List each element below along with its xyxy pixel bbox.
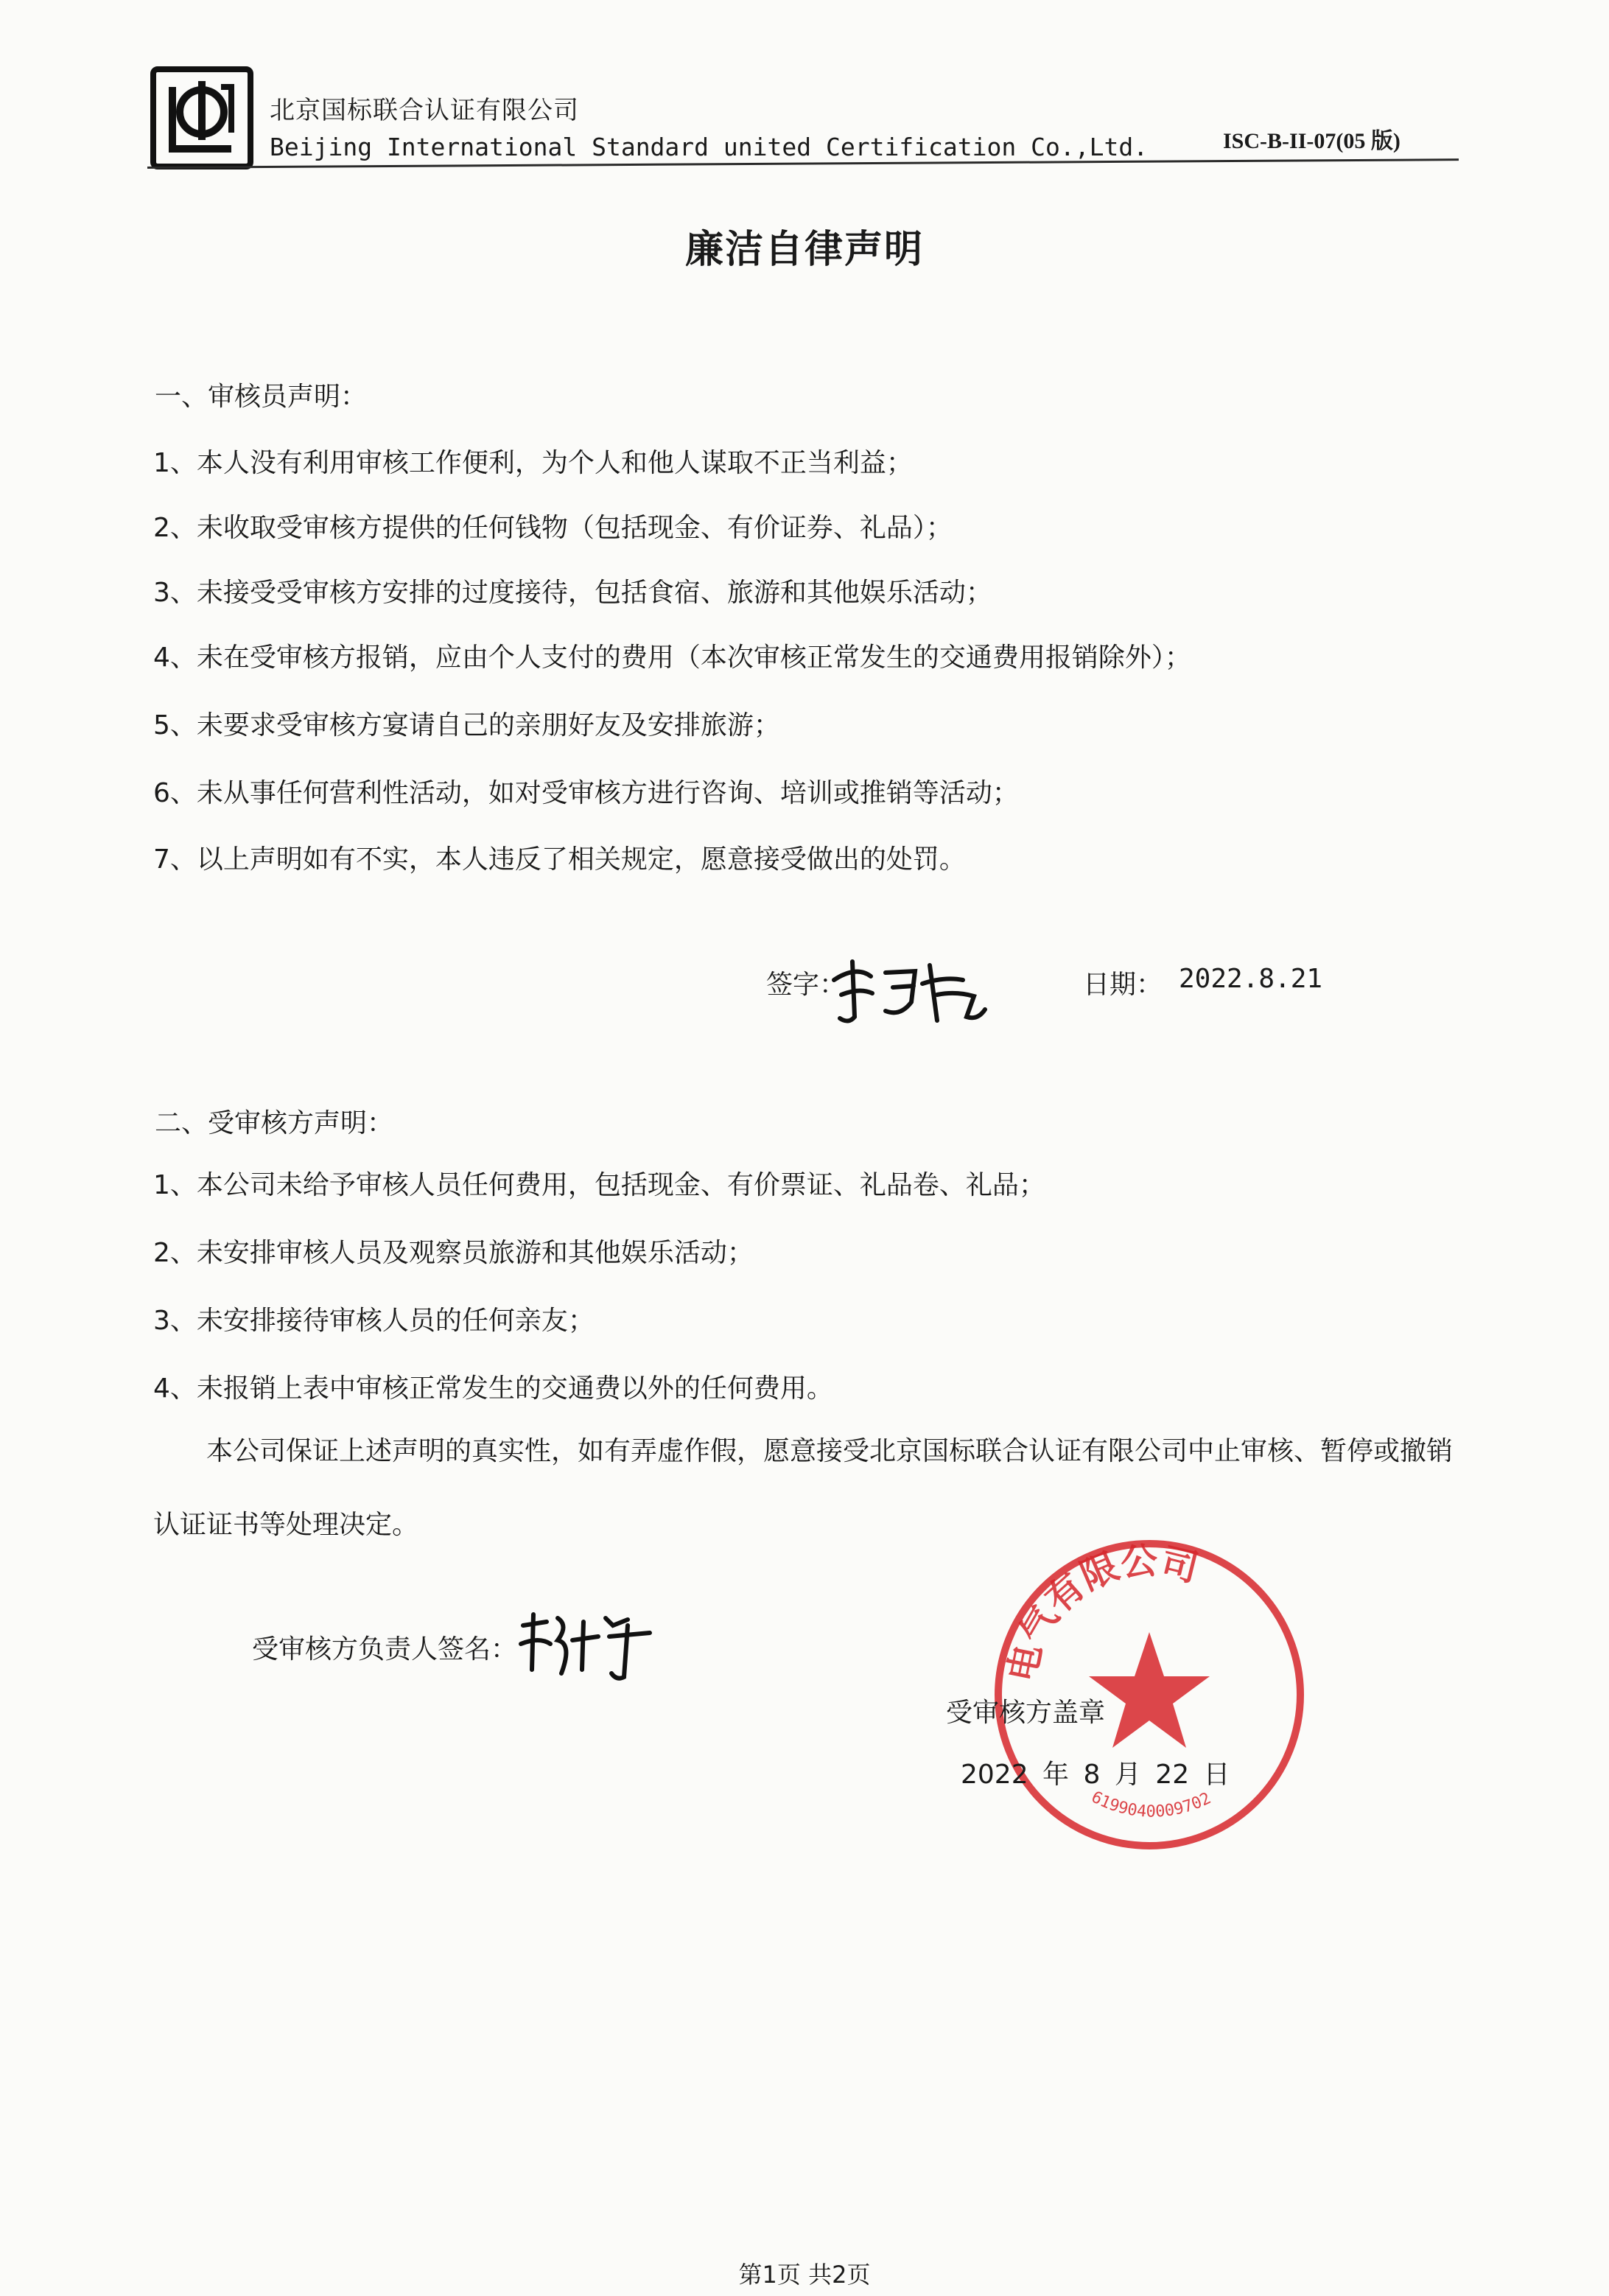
document-code: ISC-B-II-07(05 版) xyxy=(1223,129,1401,153)
auditor-item: 5、未要求受审核方宴请自己的亲朋好友及安排旅游； xyxy=(153,710,780,741)
auditor-signature xyxy=(827,951,989,1032)
auditor-date-value: 2022.8.21 xyxy=(1179,964,1323,994)
company-logo xyxy=(150,66,253,169)
auditee-item: 1、本公司未给予审核人员任何费用，包括现金、有价票证、礼品卷、礼品； xyxy=(153,1170,1045,1200)
svg-text:6199040009702 xyxy=(1088,1788,1214,1821)
auditee-item: 4、未报销上表中审核正常发生的交通费以外的任何费用。 xyxy=(153,1373,833,1404)
auditee-stamp-date: 2022 年 8 月 22 日 xyxy=(961,1760,1230,1790)
auditee-item: 2、未安排审核人员及观察员旅游和其他娱乐活动； xyxy=(153,1238,754,1268)
seal-text: 电气有限公司 xyxy=(1000,1539,1203,1686)
company-name-cn: 北京国标联合认证有限公司 xyxy=(270,96,579,125)
auditee-signature xyxy=(517,1603,657,1684)
auditee-signature-label: 受审核方负责人签名： xyxy=(252,1634,518,1665)
seal-number: 6199040009702 xyxy=(1088,1788,1214,1821)
auditor-date-label: 日期： xyxy=(1083,970,1163,1000)
auditee-guarantee: 本公司保证上述声明的真实性，如有弄虚作假，愿意接受北京国标联合认证有限公司中止审核、暂停或撤销认证证书等处理决定。 xyxy=(153,1436,1454,1540)
svg-text:电气有限公司 xyxy=(1000,1539,1202,1686)
auditor-item: 7、以上声明如有不实，本人违反了相关规定，愿意接受做出的处罚。 xyxy=(153,844,966,875)
auditee-item: 3、未安排接待审核人员的任何亲友； xyxy=(153,1306,595,1336)
auditor-item: 6、未从事任何营利性活动，如对受审核方进行咨询、培训或推销等活动； xyxy=(153,778,1019,808)
auditor-item: 3、未接受受审核方安排的过度接待，包括食宿、旅游和其他娱乐活动； xyxy=(153,578,992,608)
auditor-item: 2、未收取受审核方提供的任何钱物（包括现金、有价证券、礼品）； xyxy=(153,513,953,543)
document-title: 廉洁自律声明 xyxy=(684,228,924,272)
auditor-signature-label: 签字： xyxy=(766,970,846,1000)
auditor-heading: 一、审核员声明： xyxy=(155,382,368,412)
auditor-item: 4、未在受审核方报销，应由个人支付的费用（本次审核正常发生的交通费用报销除外）； xyxy=(153,643,1191,673)
auditor-item: 1、本人没有利用审核工作便利，为个人和他人谋取不正当利益； xyxy=(153,448,913,478)
auditee-stamp-label: 受审核方盖章 xyxy=(946,1698,1106,1728)
auditee-heading: 二、受审核方声明： xyxy=(155,1108,394,1138)
company-name-en: Beijing International Standard united Certification Co.,Ltd. xyxy=(270,133,1149,161)
page-footer: 第1页 共2页 xyxy=(738,2261,871,2289)
